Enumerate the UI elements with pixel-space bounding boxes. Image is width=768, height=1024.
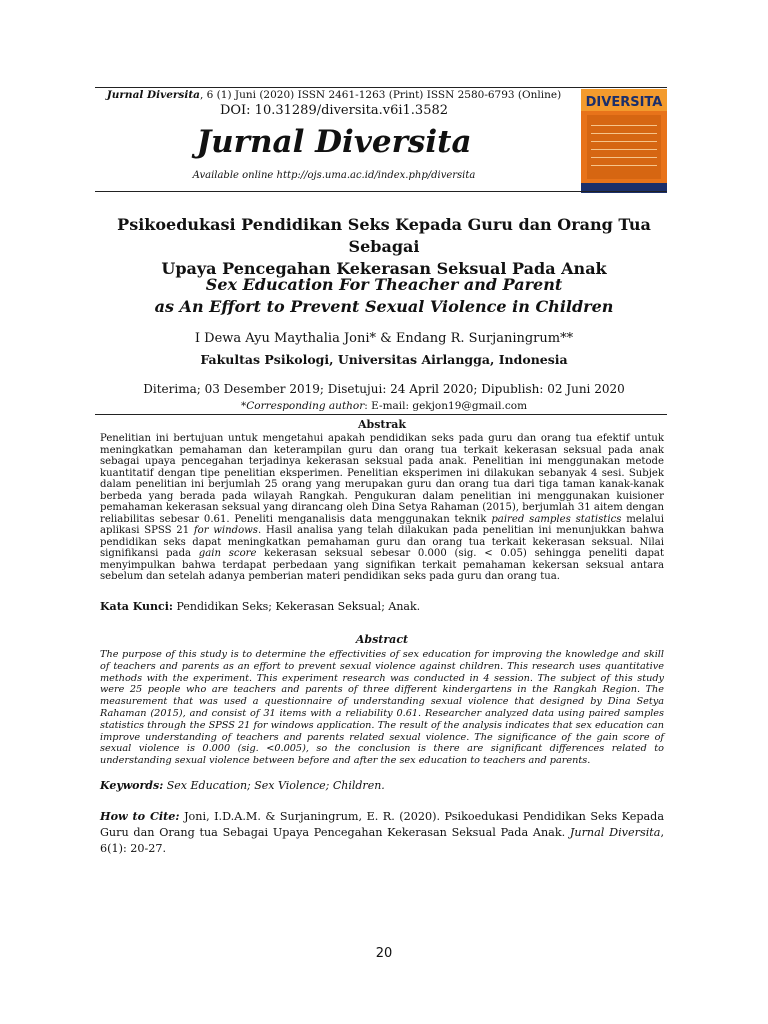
title-eng-line: Sex Education For Theacher and Parent [205, 275, 563, 294]
title-indo-line: Upaya Pencegahan Kekerasan Seksual Pada Anak [161, 259, 607, 278]
cover-line [591, 157, 657, 158]
journal-ref-name: Jurnal Diversita [106, 89, 200, 101]
title-eng-line: as An Effort to Prevent Sexual Violence in Children [154, 297, 614, 316]
affiliation: Fakultas Psikologi, Universitas Airlangga, Indonesia [200, 352, 568, 367]
article-dates: Diterima; 03 Desember 2019; Disetujui: 24 April 2020; Dipublish: 02 Juni 2020 [143, 382, 625, 396]
keywords [100, 779, 664, 792]
abstract-heading: Abstract [355, 633, 409, 646]
how-to-cite [100, 808, 664, 857]
journal-title: Jurnal Diversita [196, 124, 472, 160]
abstrak-text [100, 433, 664, 583]
abstrak-segment: Penelitian ini bertujuan untuk mengetahui apakah pendidikan seks pada guru dan orang tua efektif untuk meningkatkan pemahaman dan keterampilan guru dan orang tua terkait kekerasan seksual pada anak sebagai upaya pencegahan terjadinya kekerasan seksual pada anak. Penelitian ini menggunakan metode kuantitatif dengan tipe penelitian eksperimen. Penelitian eksperimen ini dilakukan sebanyak 4 sesi. Subjek dalam penelitian ini berjumlah 25 orang yang merupakan guru dan orang tua dari tiga taman kanak-kanak berbeda yang berada pada wilayah Rangkah. Pengukuran dalam penelitian ini menggunakan kuisioner pemahaman kekerasan seksual yang dirancang oleh Dina Setya Rahaman (2015), berjumlah 31 aitem dengan reliabilitas sebesar 0.61. Peneliti menganalisis data menggunakan teknik [100, 433, 664, 525]
corresponding-label: *Corresponding author [240, 400, 365, 412]
cover-title: DIVERSITA [585, 95, 663, 110]
journal-ref-details: , 6 (1) Juni (2020) ISSN 2461-1263 (Print) ISSN 2580-6793 (Online) [199, 89, 562, 101]
page-number: 20 [375, 946, 393, 961]
journal-cover-image [581, 89, 667, 193]
cite-text: Joni, I.D.A.M. & Surjaningrum, E. R. (2020). Psikoedukasi Pendidikan Seks Kepada Guru dan Orang tua Sebagai Upaya Pencegahan Kekerasan Seksual Pada Anak. [100, 810, 665, 839]
available-online[interactable]: Available online http://ojs.uma.ac.id/index.php/diversita [192, 170, 476, 181]
article-title-english [80, 274, 688, 318]
title-indo-line: Psikoedukasi Pendidikan Seks Kepada Guru dan Orang Tua Sebagai [117, 215, 651, 256]
cite-volume: , 6(1): 20-27. [100, 826, 664, 855]
abstract-divider [95, 414, 667, 415]
cover-line [591, 141, 657, 142]
keywords-values: Sex Education; Sex Violence; Children. [163, 779, 385, 792]
abstrak-segment: for windows [193, 525, 258, 536]
cover-line [591, 165, 657, 166]
abstrak-segment: . Hasil analisa yang telah dilakukan pada penelitian ini menunjukkan bahwa pendidikan seks dapat meningkatkan pemahaman guru dan orang tua terkait kekerasan seksual. Nilai signifikansi pada [100, 525, 664, 559]
kata-kunci [100, 600, 664, 613]
doi[interactable]: DOI: 10.31289/diversita.v6i1.3582 [219, 103, 449, 118]
abstrak-heading: Abstrak [357, 418, 407, 431]
authors: I Dewa Ayu Maythalia Joni* & Endang R. Surjaningrum** [194, 331, 574, 346]
abstrak-segment: paired samples statistics [491, 513, 622, 525]
header-divider [95, 191, 667, 192]
article-title-indonesian [80, 214, 688, 280]
cover-line [591, 133, 657, 134]
corresponding-email[interactable]: : E-mail: gekjon19@gmail.com [364, 400, 528, 412]
top-rule [95, 87, 667, 88]
cover-line [591, 125, 657, 126]
abstract-text: The purpose of this study is to determine the effectivities of sex education for improving the knowledge and skill of teachers and parents as an effort to prevent sexual violence against children. This research uses quantitative methods with the experiment. This experiment research was conducted in 4 session. The subject of this study were 25 people who are teachers and parents of three different kindergartens in the Rangkah Region. The measurement that was used a questionnaire of understanding sexual violence that designed by Dina Setya Rahaman (2015), and consist of 31 items with a reliability 0.61. Researcher analyzed data using paired samples statistics through the SPSS 21 for windows application. The result of the analysis indicates that sex education can improve understanding of teachers and parents related sexual violence. The significance of the gain score of sexual violence is 0.000 (sig. <0.005), so the conclusion is there are significant differences related to understanding sexual violence between before and after the sex education to teachers and parents. [100, 649, 664, 767]
cite-journal: Jurnal Diversita [569, 826, 661, 839]
abstrak-segment: gain score [198, 548, 257, 559]
abstrak-segment: melalui aplikasi SPSS 21 [100, 513, 664, 536]
kata-kunci-label: Kata Kunci: [100, 600, 173, 613]
keywords-label: Keywords: [100, 779, 164, 792]
corresponding-author [80, 400, 688, 412]
kata-kunci-values: Pendidikan Seks; Kekerasan Seksual; Anak. [172, 600, 421, 613]
cite-label: How to Cite: [100, 809, 180, 823]
abstrak-segment: kekerasan seksual sebesar 0.000 (sig. < 0.05) sehingga peneliti dapat menyimpulkan bahwa terdapat perbedaan yang signifikan terkait pemahaman kekersan seksual antara sebelum dan setelah adanya pemberian materi pendidikan seks pada guru dan orang tua. [100, 548, 665, 582]
journal-reference [95, 89, 573, 101]
cover-line [591, 149, 657, 150]
